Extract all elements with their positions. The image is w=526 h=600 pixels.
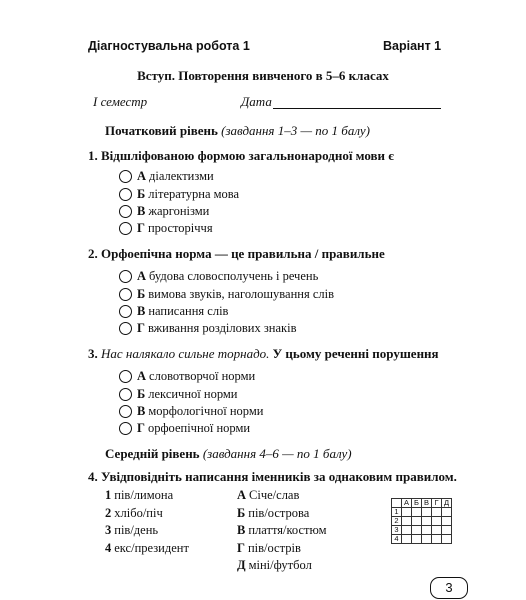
grid-cell[interactable] [412, 508, 422, 517]
answer-option[interactable] [119, 286, 334, 302]
grid-col-header: В [422, 499, 432, 508]
answer-circle-icon[interactable] [119, 388, 132, 401]
item-text: пів/острів [247, 541, 301, 555]
option-text: літературна мова [148, 186, 240, 201]
match-right-item [237, 488, 299, 503]
option-text: лексичної норми [148, 386, 238, 401]
answer-circle-icon[interactable] [119, 205, 132, 218]
answer-circle-icon[interactable] [119, 422, 132, 435]
grid-cell[interactable] [442, 535, 452, 544]
question-number: 4. [88, 469, 98, 484]
match-right-item [237, 523, 327, 538]
option-letter: А [137, 368, 147, 383]
grid-cell[interactable] [412, 535, 422, 544]
question-4 [88, 469, 457, 485]
answer-option[interactable] [119, 403, 263, 419]
option-text: просторіччя [147, 220, 213, 235]
grid-cell[interactable] [422, 526, 432, 535]
question-text: У цьому реченні порушення [272, 346, 439, 361]
grid-cell[interactable] [412, 526, 422, 535]
option-letter: Г [137, 320, 145, 335]
option-letter: Б [137, 286, 146, 301]
question-text: Увідповідніть написання іменників за однаковим правилом. [101, 469, 457, 484]
grid-col-header: Д [442, 499, 452, 508]
match-left-item [105, 506, 163, 521]
match-right-item [237, 506, 309, 521]
date-field[interactable] [273, 108, 441, 109]
item-text: пів/день [114, 523, 159, 537]
option-text: вимова звуків, наголошування слів [148, 286, 334, 301]
answer-circle-icon[interactable] [119, 222, 132, 235]
grid-cell[interactable] [402, 535, 412, 544]
item-letter: Д [237, 558, 246, 572]
item-number: 4 [105, 541, 112, 555]
question-1 [88, 148, 394, 164]
grid-cell[interactable] [432, 535, 442, 544]
grid-cell[interactable] [402, 526, 412, 535]
level-note: (завдання 4–6 — по 1 балу) [202, 446, 352, 461]
answer-grid [391, 498, 452, 544]
option-text: будова словосполучень і речень [149, 268, 319, 283]
semester-label: І семестр [93, 94, 148, 109]
grid-row-header: 1 [392, 508, 402, 517]
item-letter: А [237, 488, 247, 502]
grid-row-header: 3 [392, 526, 402, 535]
grid-cell[interactable] [432, 508, 442, 517]
question-text: Орфоепічна норма — це правильна / правильне [101, 246, 385, 261]
option-text: діалектизми [149, 168, 214, 183]
answer-circle-icon[interactable] [119, 370, 132, 383]
grid-cell[interactable] [402, 517, 412, 526]
grid-cell[interactable] [442, 526, 452, 535]
item-number: 2 [105, 506, 112, 520]
grid-row-header: 4 [392, 535, 402, 544]
grid-col-header: Б [412, 499, 422, 508]
option-letter: А [137, 268, 147, 283]
grid-cell[interactable] [442, 517, 452, 526]
answer-option[interactable] [119, 420, 250, 436]
answer-circle-icon[interactable] [119, 270, 132, 283]
page-title: Вступ. Повторення вивченого в 5–6 класах [137, 68, 389, 83]
item-text: екс/президент [114, 541, 189, 555]
question-2 [88, 246, 385, 262]
item-text: міні/футбол [248, 558, 312, 572]
grid-col-header: А [402, 499, 412, 508]
grid-cell[interactable] [402, 508, 412, 517]
question-text: Відшліфованою формою загальнонародної мови є [101, 148, 394, 163]
grid-cell[interactable] [422, 535, 432, 544]
answer-option[interactable] [119, 220, 213, 236]
answer-circle-icon[interactable] [119, 305, 132, 318]
level-heading-initial [105, 123, 370, 139]
option-letter: Б [137, 386, 146, 401]
item-text: Січе/слав [249, 488, 300, 502]
question-sentence: Нас налякало сильне торнадо. [101, 346, 270, 361]
variant-label: Варіант 1 [383, 39, 442, 53]
option-letter: В [137, 403, 146, 418]
question-3 [88, 346, 439, 362]
date-label: Дата [241, 94, 272, 109]
level-label: Початковий рівень [105, 123, 218, 138]
answer-option[interactable] [119, 268, 318, 284]
question-number: 1. [88, 148, 98, 163]
option-text: словотворчої норми [149, 368, 256, 383]
grid-cell[interactable] [432, 517, 442, 526]
grid-cell[interactable] [422, 508, 432, 517]
item-number: 1 [105, 488, 112, 502]
item-number: 3 [105, 523, 112, 537]
answer-option[interactable] [119, 168, 214, 184]
grid-cell[interactable] [412, 517, 422, 526]
option-letter: А [137, 168, 147, 183]
answer-circle-icon[interactable] [119, 170, 132, 183]
option-letter: Г [137, 220, 145, 235]
option-text: орфоепічної норми [147, 420, 251, 435]
question-number: 2. [88, 246, 98, 261]
option-text: морфологічної норми [148, 403, 264, 418]
page-number: 3 [430, 577, 468, 599]
answer-circle-icon[interactable] [119, 322, 132, 335]
answer-circle-icon[interactable] [119, 288, 132, 301]
grid-cell[interactable] [442, 508, 452, 517]
item-text: хлібо/піч [114, 506, 163, 520]
level-heading-medium [105, 446, 352, 462]
item-text: пів/острова [248, 506, 310, 520]
item-letter: Г [237, 541, 245, 555]
grid-col-header: Г [432, 499, 442, 508]
answer-option[interactable] [119, 386, 237, 402]
question-number: 3. [88, 346, 98, 361]
option-text: жаргонізми [148, 203, 210, 218]
option-text: вживання розділових знаків [147, 320, 297, 335]
option-text: написання слів [148, 303, 229, 318]
match-right-item [237, 558, 312, 573]
answer-option[interactable] [119, 303, 228, 319]
match-right-item [237, 541, 301, 556]
match-left-item [105, 488, 173, 503]
item-text: плаття/костюм [248, 523, 327, 537]
option-letter: В [137, 203, 146, 218]
answer-option[interactable] [119, 203, 209, 219]
item-letter: Б [237, 506, 246, 520]
level-label: Середній рівень [105, 446, 200, 461]
item-text: пів/лимона [114, 488, 174, 502]
grid-cell[interactable] [422, 517, 432, 526]
work-title: Діагностувальна робота 1 [88, 39, 250, 53]
match-left-item [105, 523, 158, 538]
answer-circle-icon[interactable] [119, 405, 132, 418]
grid-row-header: 2 [392, 517, 402, 526]
answer-option[interactable] [119, 320, 296, 336]
answer-option[interactable] [119, 368, 255, 384]
option-letter: Б [137, 186, 146, 201]
answer-circle-icon[interactable] [119, 188, 132, 201]
grid-cell[interactable] [432, 526, 442, 535]
match-left-item [105, 541, 189, 556]
item-letter: В [237, 523, 246, 537]
level-note: (завдання 1–3 — по 1 балу) [221, 123, 370, 138]
option-letter: В [137, 303, 146, 318]
option-letter: Г [137, 420, 145, 435]
answer-option[interactable] [119, 186, 239, 202]
